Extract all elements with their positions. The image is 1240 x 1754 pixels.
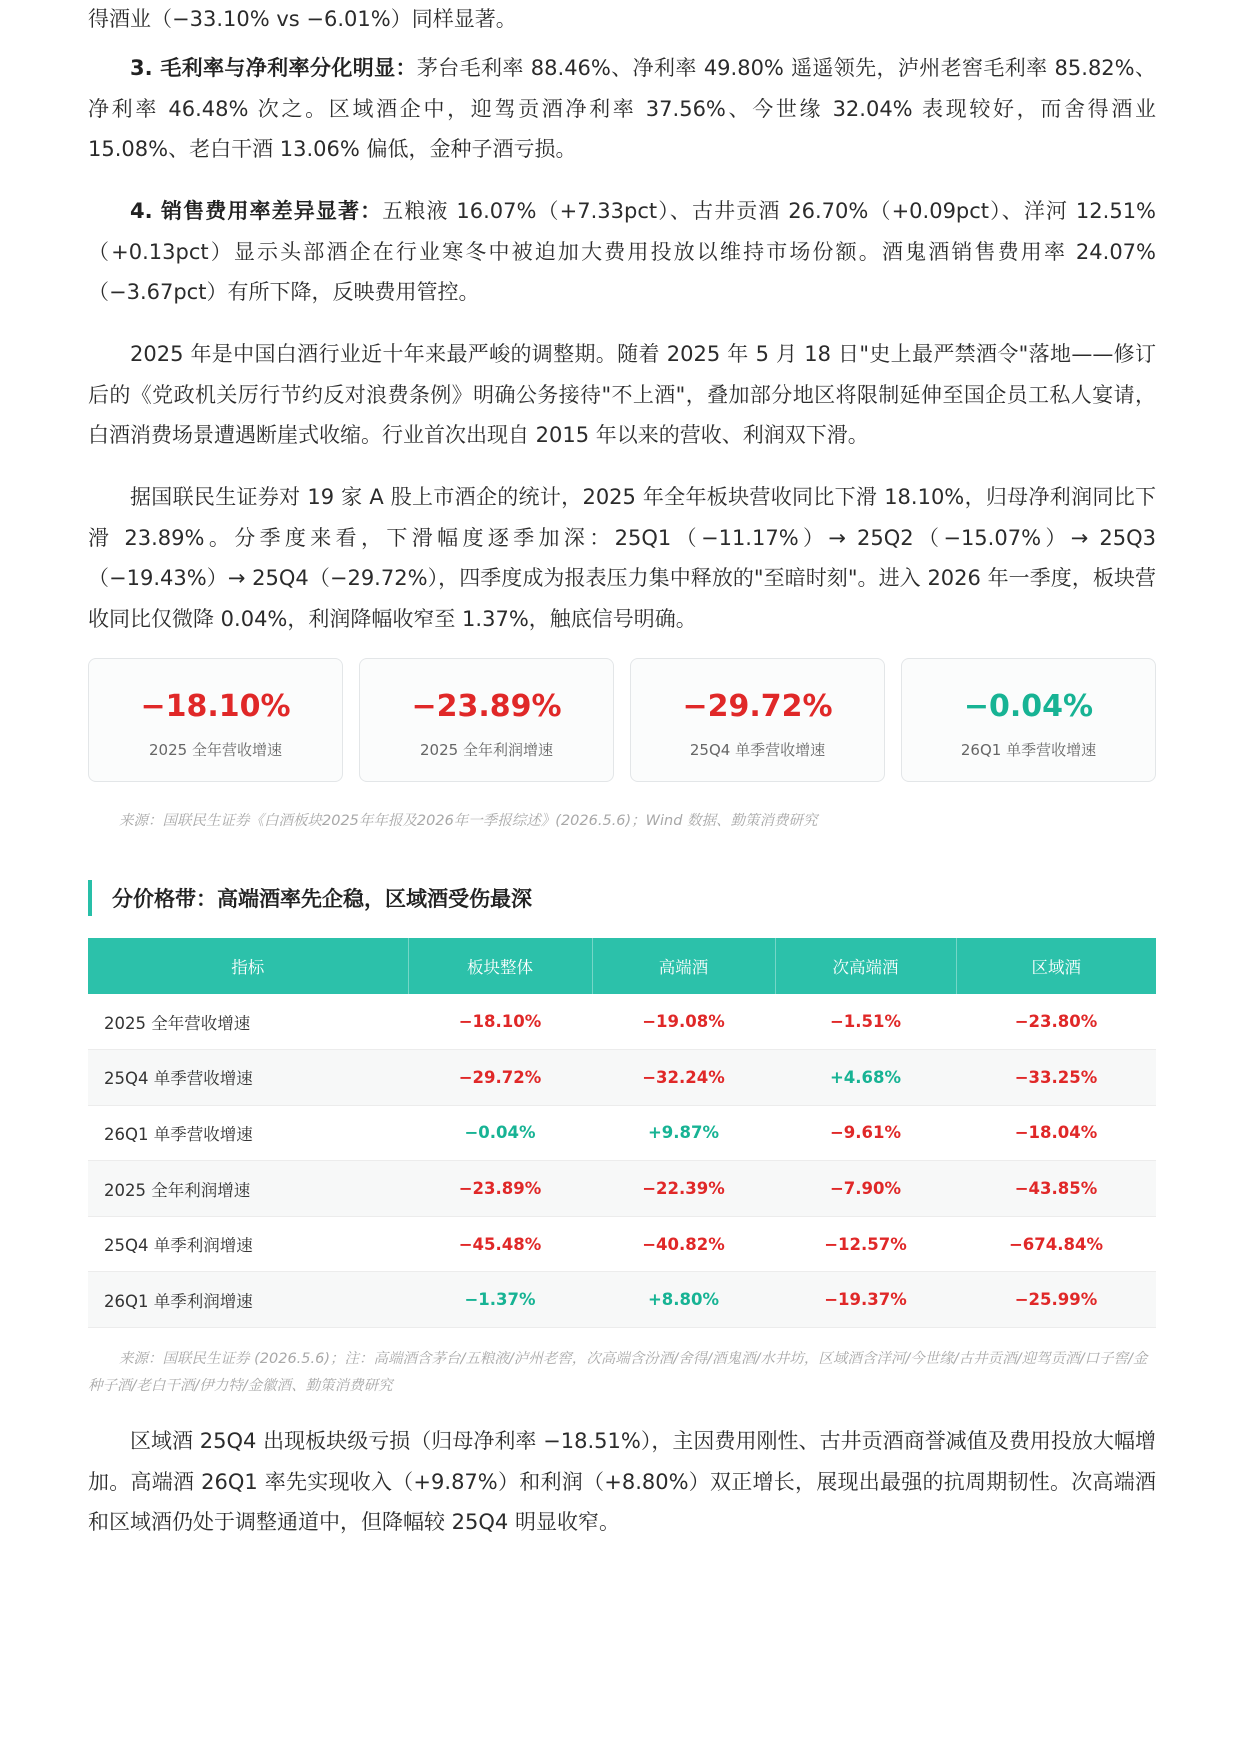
source-note: 来源：国联民生证券《白酒板块2025年年报及2026年一季报综述》(2026.5.6)；Wind 数据、勤策消费研究	[119, 813, 818, 829]
kpi-card	[901, 658, 1156, 782]
paragraph-sales-expense	[88, 191, 1156, 313]
table-source-note: 来源：国联民生证券 (2026.5.6)；注：高端酒含茅台/五粮液/泸州老窖，次高端含汾酒/舍得/酒鬼酒/水井坊，区域酒含洋河/今世缘/古井贡酒/迎驾贡酒/口子窖/金种子酒/老白干酒/伊力特/金徽酒、勤策消费研究	[88, 1351, 1148, 1394]
table-cell: −18.10%	[408, 994, 592, 1050]
paragraph-text: 茅台毛利率 88.46%、净利率 49.80% 遥遥领先，泸州老窖毛利率 85.82%、净利率 46.48% 次之。区域酒企中，迎驾贡酒净利率 37.56%、今世缘 32.04% 表现较好，而舍得酒业 15.08%、老白干酒 13.06% 偏低，金种子酒亏损。	[88, 56, 1157, 161]
table-cell: −9.61%	[775, 1105, 956, 1161]
paragraph-continuation: 得酒业（−33.10% vs −6.01%）同样显著。	[88, 7, 517, 31]
section-title: 分价格带：高端酒率先企稳，区域酒受伤最深	[112, 887, 532, 911]
table-cell: +4.68%	[775, 1050, 956, 1106]
table-cell: −19.08%	[592, 994, 775, 1050]
table-cell: −0.04%	[408, 1105, 592, 1161]
kpi-card	[359, 658, 614, 782]
table-cell: −1.51%	[775, 994, 956, 1050]
kpi-label: 25Q4 单季营收增速	[689, 741, 826, 759]
paragraph-text: 五粮液 16.07%（+7.33pct）、古井贡酒 26.70%（+0.09pct）、洋河 12.51%（+0.13pct）显示头部酒企在行业寒冬中被迫加大费用投放以维持市场份额。酒鬼酒销售费用率 24.07%（−3.67pct）有所下降，反映费用管控。	[88, 199, 1157, 304]
kpi-label: 2025 全年营收增速	[149, 741, 282, 759]
table-row	[88, 1105, 1156, 1161]
row-label: 2025 全年利润增速	[88, 1161, 408, 1217]
paragraph-heading: 3. 毛利率与净利率分化明显：	[130, 56, 417, 80]
table-cell: −674.84%	[956, 1216, 1156, 1272]
table-header-cell: 板块整体	[408, 938, 592, 994]
table-cell: −23.80%	[956, 994, 1156, 1050]
table-cell: −7.90%	[775, 1161, 956, 1217]
paragraph-sector-statistics: 据国联民生证券对 19 家 A 股上市酒企的统计，2025 年全年板块营收同比下滑 18.10%，归母净利润同比下滑 23.89%。分季度来看，下滑幅度逐季加深：25Q1（−11.17%）→ 25Q2（−15.07%）→ 25Q3（−19.43%）→ 25Q4（−29.72%），四季度成为报表压力集中释放的"至暗时刻"。进入 2026 年一季度，板块营收同比仅微降 0.04%，利润降幅收窄至 1.37%，触底信号明确。	[88, 485, 1156, 631]
row-label: 2025 全年营收增速	[88, 994, 408, 1050]
table-row	[88, 994, 1156, 1050]
accent-bar	[88, 880, 92, 916]
table-row	[88, 1161, 1156, 1217]
kpi-label: 2025 全年利润增速	[420, 741, 553, 759]
row-label: 26Q1 单季利润增速	[88, 1272, 408, 1328]
table-cell: +8.80%	[592, 1272, 775, 1328]
kpi-label: 26Q1 单季营收增速	[960, 741, 1097, 759]
paragraph-heading: 4. 销售费用率差异显著：	[130, 199, 383, 223]
kpi-value: −18.10%	[140, 689, 291, 724]
section-heading	[88, 880, 532, 916]
table-cell: +9.87%	[592, 1105, 775, 1161]
kpi-card	[630, 658, 885, 782]
table-cell: −1.37%	[408, 1272, 592, 1328]
table-cell: −29.72%	[408, 1050, 592, 1106]
kpi-value: −29.72%	[682, 689, 833, 724]
table-cell: −40.82%	[592, 1216, 775, 1272]
table-cell: −45.48%	[408, 1216, 592, 1272]
row-label: 25Q4 单季营收增速	[88, 1050, 408, 1106]
row-label: 26Q1 单季营收增速	[88, 1105, 408, 1161]
table-cell: −25.99%	[956, 1272, 1156, 1328]
table-row	[88, 1050, 1156, 1106]
paragraph-margin-divergence	[88, 48, 1156, 170]
price-band-table	[88, 938, 1156, 1328]
table-header-cell: 次高端酒	[775, 938, 956, 994]
kpi-value: −0.04%	[963, 689, 1094, 724]
table-cell: −33.25%	[956, 1050, 1156, 1106]
table-header-cell: 指标	[88, 938, 408, 994]
table-header-cell: 高端酒	[592, 938, 775, 994]
table-cell: −18.04%	[956, 1105, 1156, 1161]
kpi-value: −23.89%	[411, 689, 562, 724]
table-cell: −19.37%	[775, 1272, 956, 1328]
kpi-card	[88, 658, 343, 782]
table-cell: −43.85%	[956, 1161, 1156, 1217]
table-cell: −22.39%	[592, 1161, 775, 1217]
table-row	[88, 1216, 1156, 1272]
table-cell: −32.24%	[592, 1050, 775, 1106]
table-header-cell: 区域酒	[956, 938, 1156, 994]
kpi-cards	[88, 658, 1156, 782]
table-cell: −12.57%	[775, 1216, 956, 1272]
table-cell: −23.89%	[408, 1161, 592, 1217]
paragraph-price-band-analysis: 区域酒 25Q4 出现板块级亏损（归母净利率 −18.51%），主因费用刚性、古井贡酒商誉减值及费用投放大幅增加。高端酒 26Q1 率先实现收入（+9.87%）和利润（+8.80%）双正增长，展现出最强的抗周期韧性。次高端酒和区域酒仍处于调整通道中，但降幅较 25Q4 明显收窄。	[88, 1429, 1156, 1534]
table-header-row	[88, 938, 1156, 994]
paragraph-industry-adjustment: 2025 年是中国白酒行业近十年来最严峻的调整期。随着 2025 年 5 月 18 日"史上最严禁酒令"落地——修订后的《党政机关厉行节约反对浪费条例》明确公务接待"不上酒"，叠加部分地区将限制延伸至国企员工私人宴请，白酒消费场景遭遇断崖式收缩。行业首次出现自 2015 年以来的营收、利润双下滑。	[88, 342, 1156, 447]
table-row	[88, 1272, 1156, 1328]
row-label: 25Q4 单季利润增速	[88, 1216, 408, 1272]
